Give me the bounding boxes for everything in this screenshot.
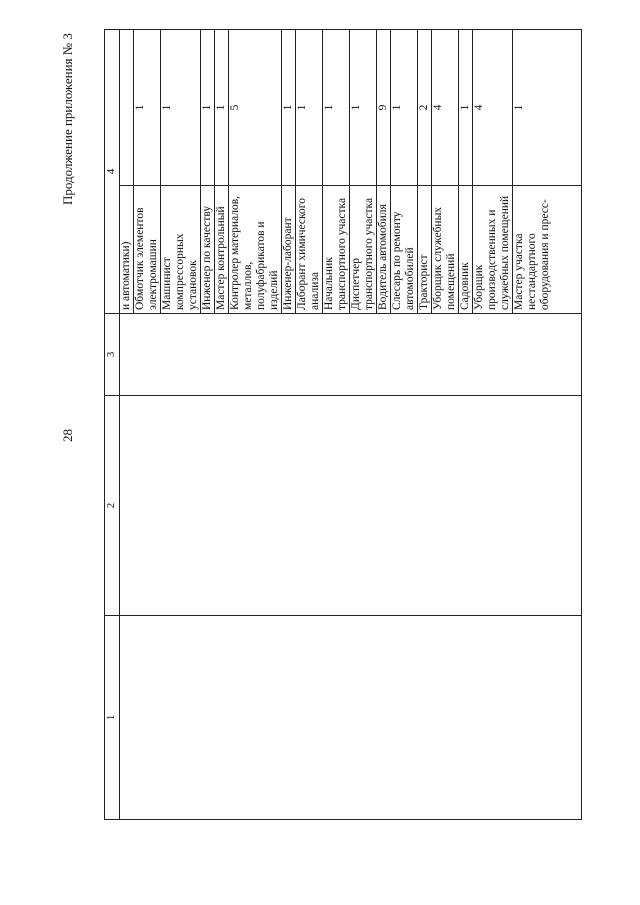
col2-cell: [120, 396, 582, 616]
positions-list: [120, 30, 581, 313]
position-name: Уборщик производственных и служебных помещений: [473, 185, 512, 313]
position-count: 1: [134, 104, 146, 111]
table-row: [377, 30, 391, 313]
position-name: Контролер материалов, металлов, полуфабрикатов и изделий: [229, 185, 281, 313]
table-header-row: [105, 30, 120, 820]
column-header: 4: [105, 30, 120, 314]
position-name: и автоматики): [120, 185, 133, 313]
table-row: [229, 30, 282, 313]
position-count: 1: [350, 104, 362, 111]
staff-table: [104, 29, 582, 820]
table-row: [432, 30, 459, 313]
col1-cell: [120, 616, 582, 820]
position-name: Обмотчик элементов электромашин: [134, 185, 160, 313]
position-name: Садовник: [459, 185, 472, 313]
position-count: 1: [391, 104, 403, 111]
table-row: [201, 30, 215, 313]
position-name: Уборщик служебных помещений: [432, 185, 458, 313]
position-count: 4: [473, 104, 485, 111]
table-row: [513, 30, 581, 313]
page-number: 28: [60, 429, 75, 442]
position-count: 1: [215, 104, 227, 111]
continuation-title: Продолжение приложения № 3: [60, 33, 75, 205]
position-name: Диспетчер транспортного участка: [350, 185, 376, 313]
position-name: Инженер по качеству: [201, 185, 214, 313]
table-row: [418, 30, 432, 313]
positions-cell: [120, 30, 582, 314]
position-count: 4: [432, 104, 444, 111]
position-count: 1: [201, 104, 213, 111]
position-name: Мастер контрольный: [215, 185, 228, 313]
position-count: 1: [323, 104, 335, 111]
table-row: [459, 30, 473, 313]
position-count: 1: [459, 104, 471, 111]
position-name: Водитель автомобиля: [377, 185, 390, 313]
table-row: [323, 30, 350, 313]
column-header: 3: [105, 314, 120, 396]
table-row: [134, 30, 161, 313]
table-body-row: [120, 30, 582, 820]
position-name: Мастер участка нестандартного оборудования и пресс-: [513, 185, 581, 313]
position-count: 1: [282, 104, 294, 111]
position-name: Слесарь по ремонту автомобилей: [391, 185, 417, 313]
table-row: [215, 30, 229, 313]
staff-table-rotated: [104, 30, 582, 820]
table-row: [391, 30, 418, 313]
position-name: Машинист компрессорных установок: [161, 185, 200, 313]
column-header: 2: [105, 396, 120, 616]
col3-cell: [120, 314, 582, 396]
position-count: [120, 30, 133, 185]
position-count: 5: [229, 104, 241, 111]
table-row: [120, 30, 134, 313]
position-count: 9: [377, 104, 389, 111]
table-row: [350, 30, 377, 313]
table-row: [473, 30, 513, 313]
position-count: 1: [513, 104, 525, 111]
position-name: Лаборант химического анализа: [296, 185, 322, 313]
position-count: 2: [418, 104, 430, 111]
column-header: 1: [105, 616, 120, 820]
table-row: [296, 30, 323, 313]
table-row: [282, 30, 296, 313]
position-count: 1: [296, 104, 308, 111]
position-count: 1: [161, 104, 173, 111]
position-name: Начальник транспортного участка: [323, 185, 349, 313]
position-name: Тракторист: [418, 185, 431, 313]
position-name: Инженер-лаборант: [282, 185, 295, 313]
table-row: [161, 30, 201, 313]
